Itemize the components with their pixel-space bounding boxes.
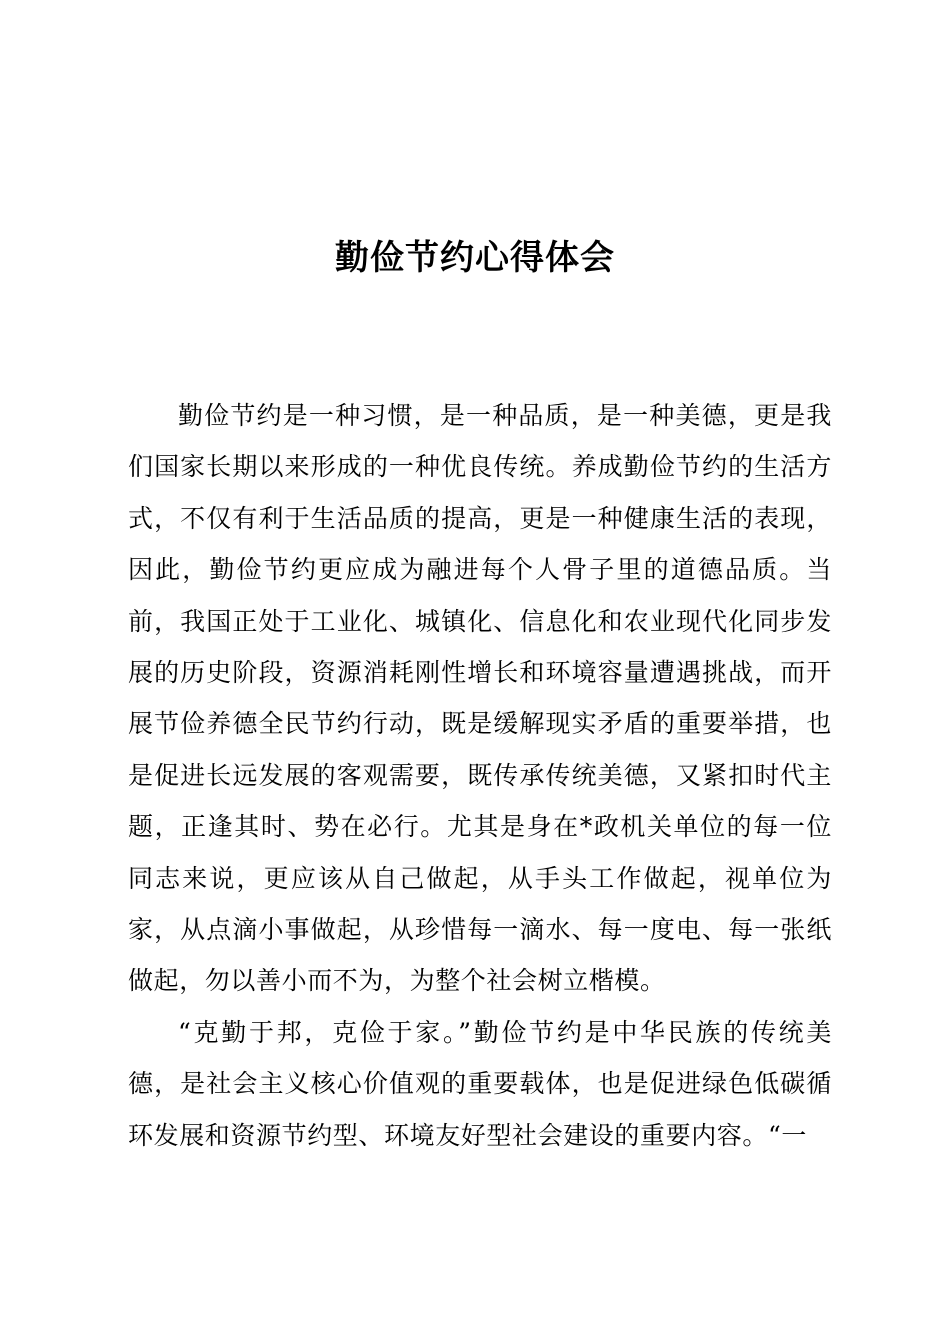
document-title: 勤俭节约心得体会: [335, 237, 615, 278]
paragraph-2: “克勤于邦，克俭于家。”勤俭节约是中华民族的传统美德，是社会主义核心价值观的重要载体，也是促进绿色低碳循环发展和资源节约型、环境友好型社会建设的重要内容。“一: [128, 1017, 832, 1150]
document-body: [128, 390, 832, 1161]
paragraph-1: 勤俭节约是一种习惯，是一种品质，是一种美德，更是我们国家长期以来形成的一种优良传统。养成勤俭节约的生活方式，不仅有利于生活品质的提高，更是一种健康生活的表现，因此，勤俭节约更应成为融进每个人骨子里的道德品质。当前，我国正处于工业化、城镇化、信息化和农业现代化同步发展的历史阶段，资源消耗刚性增长和环境容量遭遇挑战，而开展节俭养德全民节约行动，既是缓解现实矛盾的重要举措，也是促进长远发展的客观需要，既传承传统美德，又紧扣时代主题，正逢其时、势在必行。尤其是身在*政机关单位的每一位同志来说，更应该从自己做起，从手头工作做起，视单位为家，从点滴小事做起，从珍惜每一滴水、每一度电、每一张纸做起，勿以善小而不为，为整个社会树立楷模。: [128, 401, 832, 996]
